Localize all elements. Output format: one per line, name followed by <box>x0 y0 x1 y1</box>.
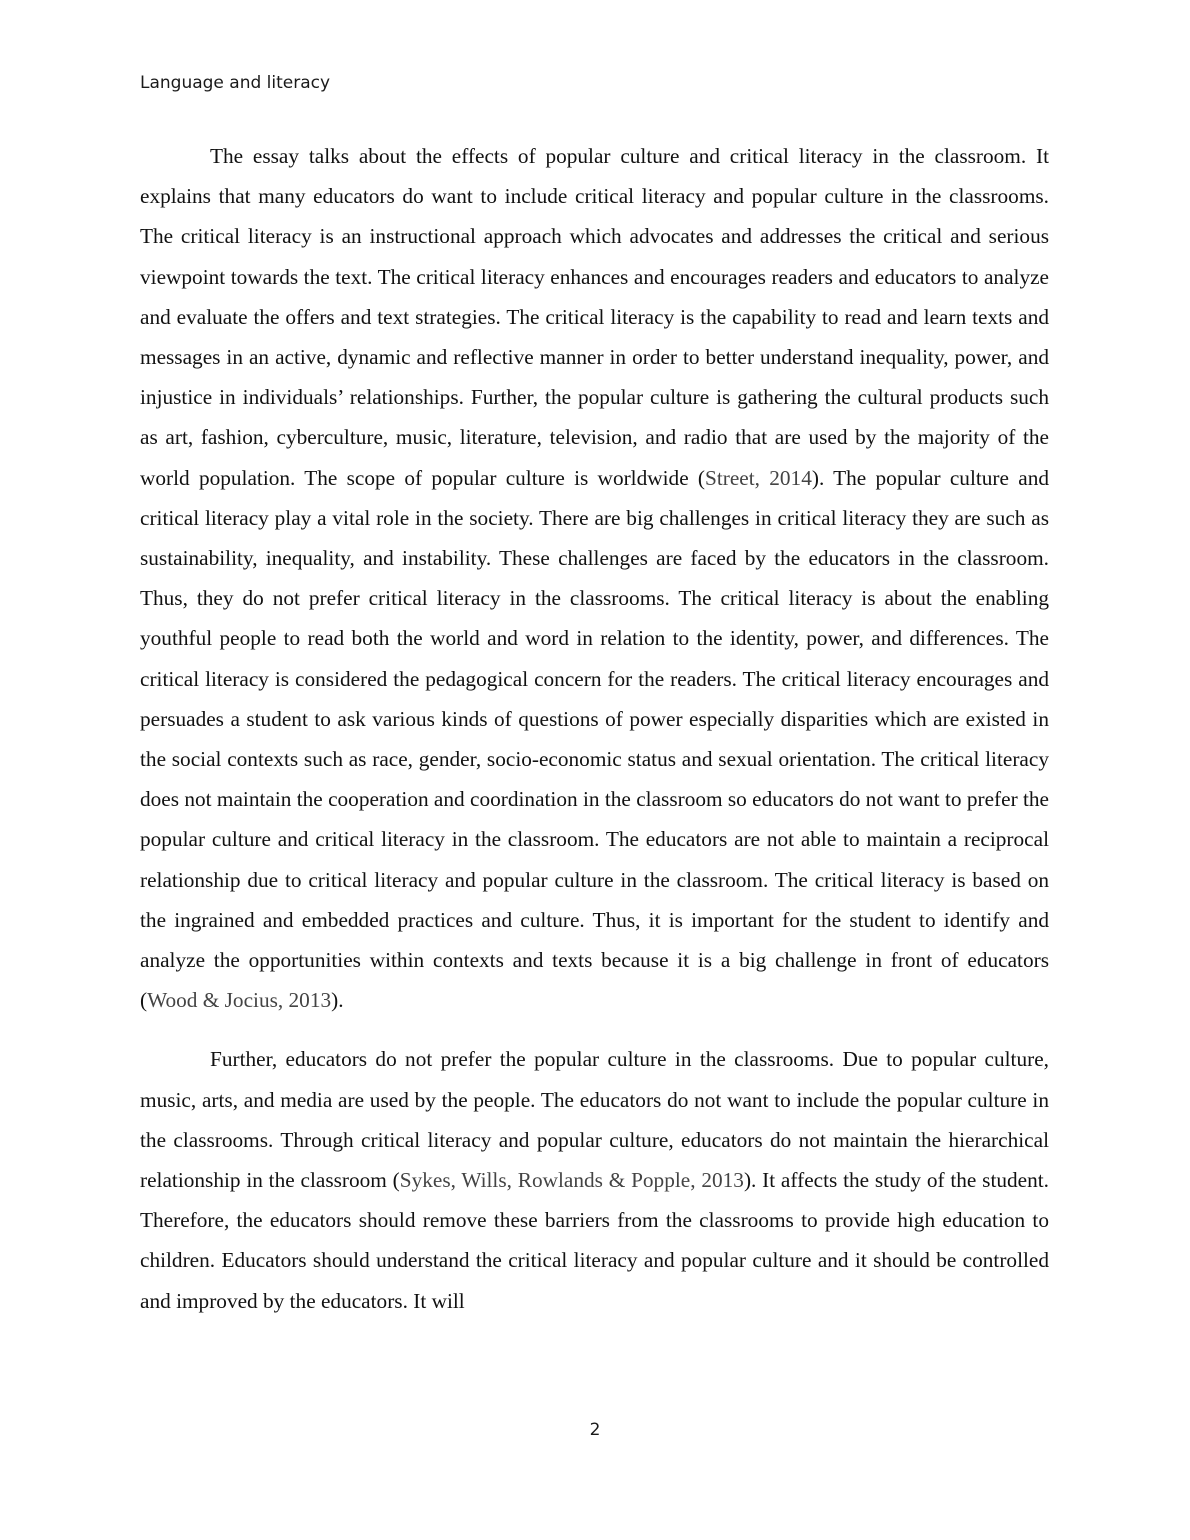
citation-sykes-2013: Sykes, Wills, Rowlands & Popple, 2013 <box>399 1168 744 1193</box>
paragraph-1-text-c: ). <box>331 988 344 1013</box>
document-body <box>140 136 1049 1321</box>
paragraph-1-text-a: The essay talks about the effects of popular culture and critical literacy in the classroom. It explains that many educators do want to include critical literacy and popular culture in the classrooms. The critical literacy is an instructional approach which advocates and addresses the critical and serious viewpoint towards the text. The critical literacy enhances and encourages readers and educators to analyze and evaluate the offers and text strategies. The critical literacy is the capability to read and learn texts and messages in an active, dynamic and reflective manner in order to better understand inequality, power, and injustice in individuals’ relationships. Further, the popular culture is gathering the cultural products such as art, fashion, cyberculture, music, literature, television, and radio that are used by the majority of the world population. The scope of popular culture is worldwide ( <box>140 144 1049 490</box>
citation-street-2014: Street, 2014 <box>705 465 812 490</box>
paragraph-2 <box>140 1039 1049 1320</box>
running-head: Language and literacy <box>140 73 331 93</box>
paragraph-1-text-b: ). The popular culture and critical literacy play a vital role in the society. There are big challenges in critical literacy they are such as sustainability, inequality, and instability. These challenges are faced by the educators in the classroom. Thus, they do not prefer critical literacy in the classrooms. The critical literacy is about the enabling youthful people to read both the world and word in relation to the identity, power, and differences. The critical literacy is considered the pedagogical concern for the readers. The critical literacy encourages and persuades a student to ask various kinds of questions of power especially disparities which are existed in the social contexts such as race, gender, socio-economic status and sexual orientation. The critical literacy does not maintain the cooperation and coordination in the classroom so educators do not want to prefer the popular culture and critical literacy in the classroom. The educators are not able to maintain a reciprocal relationship due to critical literacy and popular culture in the classroom. The critical literacy is based on the ingrained and embedded practices and culture. Thus, it is important for the student to identify and analyze the opportunities within contexts and texts because it is a big challenge in front of educators ( <box>140 465 1050 1013</box>
paragraph-1 <box>140 136 1049 1020</box>
paragraph-2-text-a: Further, educators do not prefer the popular culture in the classrooms. Due to popular culture, music, arts, and media are used by the people. The educators do not want to include the popular culture in the classrooms. Through critical literacy and popular culture, educators do not maintain the hierarchical relationship in the classroom ( <box>140 1047 1049 1193</box>
paragraph-2-text-b: ). It affects the study of the student. Therefore, the educators should remove these barriers from the classrooms to provide high education to children. Educators should understand the critical literacy and popular culture and it should be controlled and improved by the educators. It will <box>140 1168 1050 1313</box>
citation-wood-jocius-2013: Wood & Jocius, 2013 <box>147 988 332 1013</box>
page-number: 2 <box>589 1420 601 1440</box>
